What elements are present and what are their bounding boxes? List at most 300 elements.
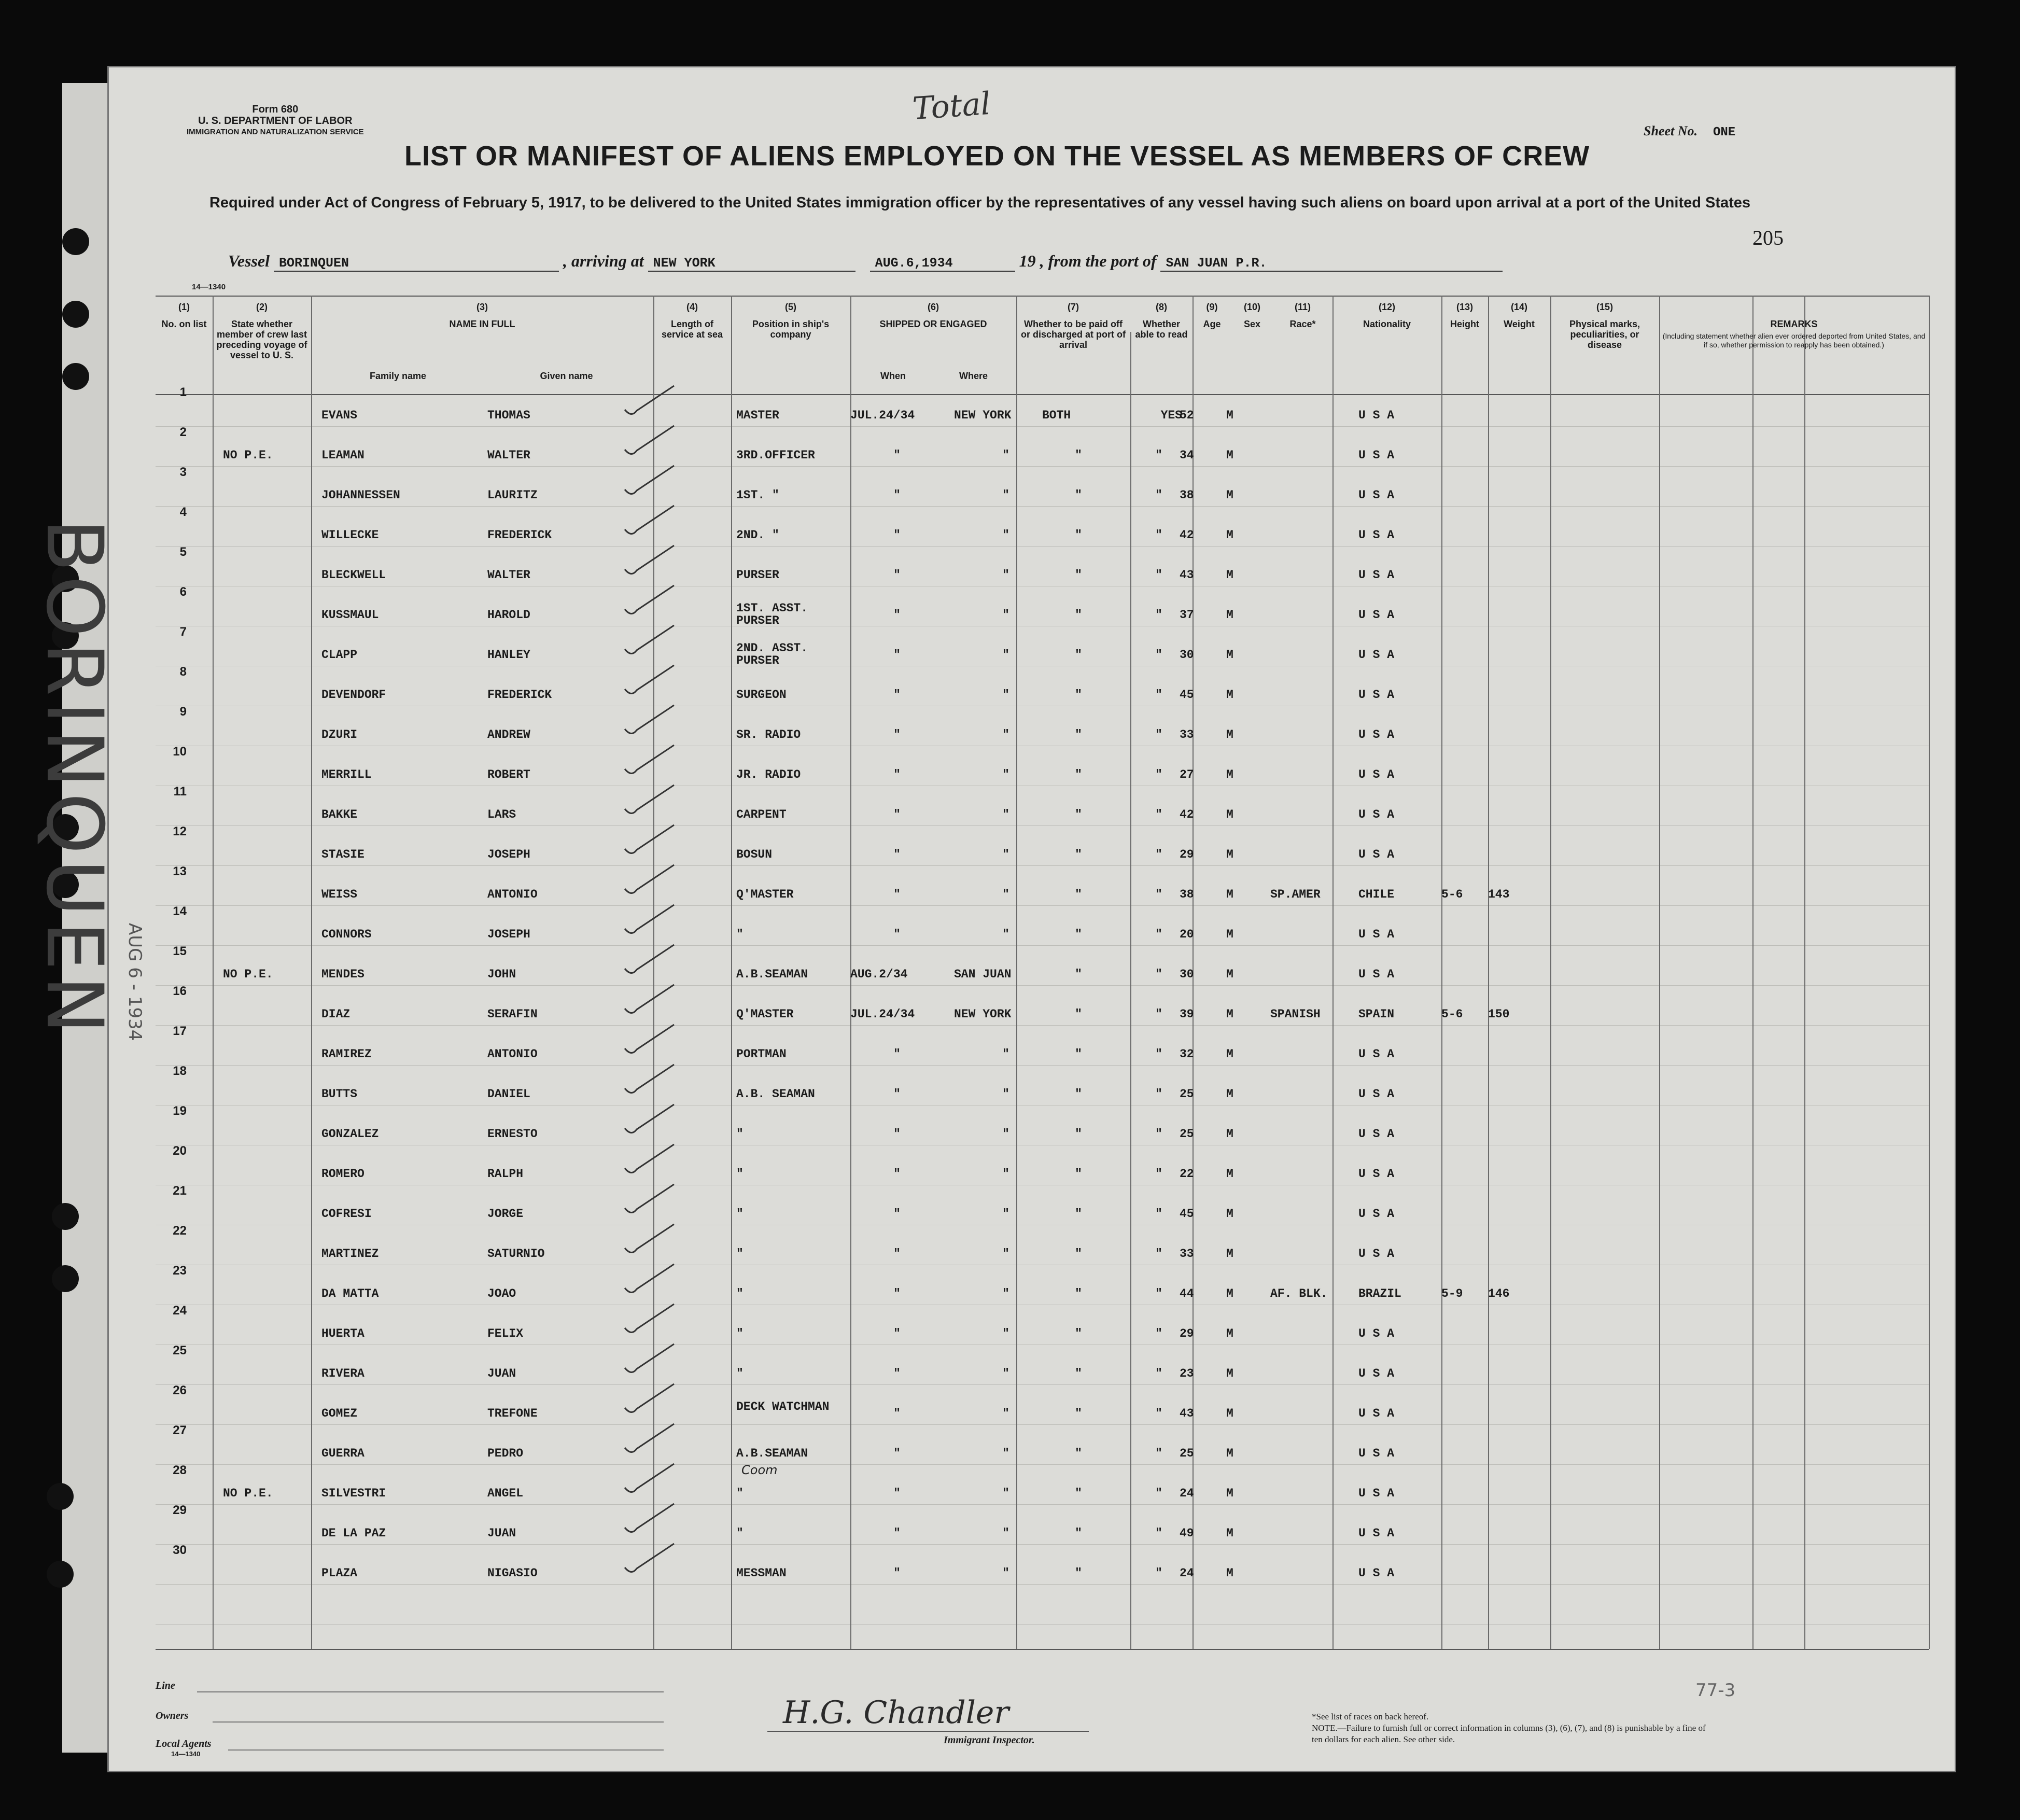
check-mark-icon [622, 743, 679, 779]
cell-paid: " [1075, 568, 1082, 582]
cell-where: " [1002, 1367, 1009, 1380]
cell-read: " [1155, 888, 1162, 901]
cell-given: WALTER [487, 568, 530, 582]
cell-given: LARS [487, 808, 516, 821]
check-mark-icon [622, 1462, 679, 1498]
cell-given: SERAFIN [487, 1007, 538, 1021]
column-number: (4) [686, 302, 698, 312]
cell-position: " [736, 1527, 744, 1540]
check-mark-icon [622, 503, 679, 540]
cell-read: " [1155, 1287, 1162, 1300]
cell-when: " [893, 1127, 901, 1141]
cell-when: " [893, 768, 901, 781]
cell-when: " [893, 1247, 901, 1261]
header-bottom-rule [156, 394, 1929, 395]
cell-given: HAROLD [487, 608, 530, 622]
cell-nationality: U S A [1358, 928, 1395, 941]
cell-when: " [893, 688, 901, 702]
inspector-label: Immigrant Inspector. [944, 1734, 1035, 1746]
cell-no: 25 [173, 1343, 187, 1357]
column-header: Race* [1289, 319, 1316, 329]
cell-where: " [1002, 1566, 1009, 1580]
column-header: SHIPPED OR ENGAGED [879, 319, 987, 329]
line-rule [197, 1691, 664, 1692]
cell-where: NEW YORK [954, 409, 1012, 422]
table-top-rule [156, 296, 1929, 297]
cell-where: " [1002, 1087, 1009, 1101]
cell-when: " [893, 848, 901, 861]
cell-when: " [893, 1287, 901, 1300]
cell-family: ROMERO [321, 1167, 364, 1181]
cell-given: JORGE [487, 1207, 524, 1221]
cell-read: " [1155, 688, 1162, 702]
arrival-date: AUG.6,1934 [870, 256, 1015, 272]
cell-age: 29 [1180, 848, 1194, 861]
column-subheader: Given name [540, 371, 593, 381]
cell-where: " [1002, 488, 1009, 502]
cell-nationality: U S A [1358, 1367, 1395, 1380]
cell-position: Q'MASTER [736, 888, 794, 901]
cell-read: " [1155, 1087, 1162, 1101]
cell-read: " [1155, 449, 1162, 462]
cell-family: DIAZ [321, 1007, 350, 1021]
cell-nationality: CHILE [1358, 888, 1395, 901]
cell-no: 24 [173, 1304, 187, 1318]
cell-sex: M [1226, 1447, 1233, 1460]
cell-no: 12 [173, 824, 187, 838]
cell-read: " [1155, 1247, 1162, 1261]
date-stamp: AUG 6 - 1934 [124, 923, 145, 1041]
cell-age: 39 [1180, 1007, 1194, 1021]
cell-family: DA MATTA [321, 1287, 379, 1300]
cell-nationality: U S A [1358, 1407, 1395, 1420]
local-agents-label: Local Agents [156, 1738, 212, 1749]
cell-sex: M [1226, 1487, 1233, 1500]
column-header: Whether to be paid off or discharged at port of arrival [1020, 319, 1126, 350]
cell-read: " [1155, 808, 1162, 821]
cell-sex: M [1226, 449, 1233, 462]
sheet-value: ONE [1713, 125, 1736, 139]
cell-when: " [893, 1367, 901, 1380]
cell-nationality: U S A [1358, 528, 1395, 542]
owners-rule [213, 1721, 664, 1723]
cell-where: " [1002, 1167, 1009, 1181]
column-header: Position in ship's company [752, 319, 830, 340]
column-number: (9) [1206, 302, 1218, 312]
cell-position: 1ST. " [736, 488, 779, 502]
cell-read: " [1155, 1127, 1162, 1141]
cell-sex: M [1226, 1207, 1233, 1221]
check-mark-icon [622, 1102, 679, 1139]
cell-sex: M [1226, 409, 1233, 422]
cell-where: " [1002, 528, 1009, 542]
cell-position: A.B. SEAMAN [736, 1087, 815, 1101]
cell-position: MASTER [736, 409, 779, 422]
cell-nationality: U S A [1358, 1207, 1395, 1221]
check-mark-icon [622, 1422, 679, 1458]
cell-age: 29 [1180, 1327, 1194, 1340]
handwritten-total: Total [911, 85, 992, 128]
cell-read: " [1155, 1487, 1162, 1500]
cell-where: " [1002, 1047, 1009, 1061]
column-header: Physical marks, peculiarities, or disease [1569, 319, 1640, 350]
cell-family: BUTTS [321, 1087, 358, 1101]
column-header: NAME IN FULL [449, 319, 515, 329]
cell-nationality: U S A [1358, 808, 1395, 821]
cell-family: DZURI [321, 728, 358, 741]
cell-nationality: U S A [1358, 1327, 1395, 1340]
cell-position: BOSUN [736, 848, 773, 861]
check-mark-icon [622, 623, 679, 660]
cell-given: JUAN [487, 1527, 516, 1540]
cell-read: " [1155, 568, 1162, 582]
cell-age: 42 [1180, 528, 1194, 542]
cell-given: TREFONE [487, 1407, 538, 1420]
cell-age: 24 [1180, 1566, 1194, 1580]
cell-no: 23 [173, 1264, 187, 1278]
column-header: Age [1203, 319, 1221, 329]
cell-sex: M [1226, 1087, 1233, 1101]
cell-paid: " [1075, 1167, 1082, 1181]
cell-given: SATURNIO [487, 1247, 545, 1261]
column-number: (15) [1596, 302, 1613, 312]
cell-paid: " [1075, 1527, 1082, 1540]
check-mark-icon [622, 543, 679, 580]
cell-when: " [893, 1047, 901, 1061]
cell-nationality: U S A [1358, 1447, 1395, 1460]
cell-nationality: U S A [1358, 1167, 1395, 1181]
cell-no: 18 [173, 1064, 187, 1078]
cell-read: YES [1160, 409, 1182, 422]
cell-nationality: U S A [1358, 1247, 1395, 1261]
cell-weight: 150 [1488, 1007, 1510, 1021]
column-number: (13) [1456, 302, 1473, 312]
cell-age: 45 [1180, 1207, 1194, 1221]
cell-family: MENDES [321, 968, 364, 981]
cell-age: 44 [1180, 1287, 1194, 1300]
cell-paid: " [1075, 728, 1082, 741]
cell-position: 3RD.OFFICER [736, 449, 815, 462]
cell-sex: M [1226, 1367, 1233, 1380]
cell-family: EVANS [321, 409, 358, 422]
cell-position: SR. RADIO [736, 728, 801, 741]
cell-when: " [893, 488, 901, 502]
cell-given: THOMAS [487, 409, 530, 422]
cell-nationality: U S A [1358, 1487, 1395, 1500]
cell-when: " [893, 1566, 901, 1580]
cell-when: " [893, 1207, 901, 1221]
column-header: Weight [1504, 319, 1535, 329]
cell-sex: M [1226, 928, 1233, 941]
cell-no: 29 [173, 1503, 187, 1517]
cell-family: PLAZA [321, 1566, 358, 1580]
cell-age: 38 [1180, 488, 1194, 502]
cell-position: " [736, 1287, 744, 1300]
cell-paid: " [1075, 648, 1082, 662]
page-title: LIST OR MANIFEST OF ALIENS EMPLOYED ON THE VESSEL AS MEMBERS OF CREW [404, 141, 1590, 172]
cell-paid: " [1075, 1566, 1082, 1580]
cell-when: " [893, 1447, 901, 1460]
cell-given: ANTONIO [487, 1047, 538, 1061]
cell-sex: M [1226, 1127, 1233, 1141]
cell-given: DANIEL [487, 1087, 530, 1101]
cell-no: 14 [173, 904, 187, 918]
cell-when: " [893, 1407, 901, 1420]
cell-where: " [1002, 608, 1009, 622]
check-mark-icon [622, 1182, 679, 1219]
cell-no: 9 [179, 705, 187, 719]
cell-position: PURSER [736, 568, 779, 582]
cell-read: " [1155, 1167, 1162, 1181]
column-number: (10) [1243, 302, 1260, 312]
column-header: State whether member of crew last preceding voyage of vessel to U. S. [216, 319, 307, 360]
cell-no: 6 [179, 585, 187, 599]
cell-sex: M [1226, 848, 1233, 861]
cell-family: CONNORS [321, 928, 372, 941]
column-number: (3) [476, 302, 488, 312]
cell-read: " [1155, 1367, 1162, 1380]
cell-position: SURGEON [736, 688, 787, 702]
cell-where: " [1002, 768, 1009, 781]
agents-rule [228, 1749, 664, 1751]
cell-no: 8 [179, 665, 187, 679]
cell-no: 10 [173, 745, 187, 759]
cell-paid: " [1075, 528, 1082, 542]
check-mark-icon [622, 1222, 679, 1258]
cell-read: " [1155, 488, 1162, 502]
cell-paid: " [1075, 1207, 1082, 1221]
binder-hole [52, 1265, 79, 1292]
cell-read: " [1155, 648, 1162, 662]
cell-position: A.B.SEAMAN [736, 968, 808, 981]
column-subheader: (Including statement whether alien ever ordered deported from United States, and if so, whether permission to reapply has been obtained.) [1662, 332, 1926, 349]
cell-sex: M [1226, 1007, 1233, 1021]
cell-read: " [1155, 1527, 1162, 1540]
cell-age: 38 [1180, 888, 1194, 901]
cell-no: 15 [173, 944, 187, 958]
cell-sex: M [1226, 528, 1233, 542]
cell-given: HANLEY [487, 648, 530, 662]
cell-age: 32 [1180, 1047, 1194, 1061]
column-number: (1) [178, 302, 190, 312]
cell-paid: BOTH [1042, 409, 1071, 422]
cell-weight: 143 [1488, 888, 1510, 901]
column-rule [1929, 296, 1930, 1649]
cell-age: 43 [1180, 1407, 1194, 1420]
check-mark-icon [622, 1302, 679, 1338]
cell-position: " [736, 1367, 744, 1380]
cell-read: " [1155, 928, 1162, 941]
cell-given: WALTER [487, 449, 530, 462]
column-header: Height [1450, 319, 1479, 329]
check-mark-icon [622, 943, 679, 979]
owners-label: Owners [156, 1710, 189, 1721]
cell-age: 45 [1180, 688, 1194, 702]
cell-family: MERRILL [321, 768, 372, 781]
cell-sex: M [1226, 1047, 1233, 1061]
binder-hole [62, 363, 89, 390]
cell-when: JUL.24/34 [850, 1007, 915, 1021]
cell-where: SAN JUAN [954, 968, 1012, 981]
cell-sex: M [1226, 568, 1233, 582]
cell-family: LEAMAN [321, 449, 364, 462]
check-mark-icon [622, 1342, 679, 1378]
cell-nationality: U S A [1358, 1047, 1395, 1061]
cell-height: 5-9 [1441, 1287, 1463, 1300]
cell-where: " [1002, 928, 1009, 941]
binder-hole [47, 1483, 74, 1510]
cell-age: 25 [1180, 1447, 1194, 1460]
binder-hole [62, 301, 89, 328]
cell-sex: M [1226, 1407, 1233, 1420]
column-subheader: When [880, 371, 906, 381]
cell-when: " [893, 1487, 901, 1500]
cell-position: 2ND. " [736, 528, 779, 542]
cell-age: 43 [1180, 568, 1194, 582]
cell-when: " [893, 888, 901, 901]
cell-family: RIVERA [321, 1367, 364, 1380]
cell-age: 30 [1180, 968, 1194, 981]
sheet-label: Sheet No. [1644, 123, 1698, 138]
cell-no: 27 [173, 1423, 187, 1437]
cell-sex: M [1226, 648, 1233, 662]
cell-race: SPANISH [1270, 1007, 1321, 1021]
cell-paid: " [1075, 1127, 1082, 1141]
cell-given: PEDRO [487, 1447, 524, 1460]
cell-sex: M [1226, 808, 1233, 821]
cell-age: 37 [1180, 608, 1194, 622]
cell-when: " [893, 449, 901, 462]
cell-family: RAMIREZ [321, 1047, 372, 1061]
cell-position: CARPENT [736, 808, 787, 821]
column-number: (8) [1156, 302, 1167, 312]
column-number: (7) [1068, 302, 1079, 312]
cell-nationality: U S A [1358, 568, 1395, 582]
cell-age: 49 [1180, 1527, 1194, 1540]
cell-position: " [736, 1327, 744, 1340]
cell-age: 23 [1180, 1367, 1194, 1380]
cell-age: 22 [1180, 1167, 1194, 1181]
agents-code: 14—1340 [171, 1750, 201, 1758]
cell-sex: M [1226, 1566, 1233, 1580]
cell-nationality: U S A [1358, 409, 1395, 422]
check-mark-icon [622, 1262, 679, 1298]
column-header: Whether able to read [1135, 319, 1188, 340]
cell-where: " [1002, 808, 1009, 821]
cell-family: GONZALEZ [321, 1127, 379, 1141]
vessel-line [228, 251, 1732, 272]
binder-hole [47, 1561, 74, 1588]
vessel-label: Vessel [228, 251, 270, 270]
cell-no: 5 [179, 545, 187, 559]
cell-family: STASIE [321, 848, 364, 861]
column-header: No. on list [161, 319, 207, 329]
cell-paid: " [1075, 1487, 1082, 1500]
cell-family: DE LA PAZ [321, 1527, 386, 1540]
cell-read: " [1155, 1407, 1162, 1420]
cell-paid: " [1075, 1247, 1082, 1261]
cell-family: MARTINEZ [321, 1247, 379, 1261]
cell-no: 21 [173, 1184, 187, 1198]
cell-position: MESSMAN [736, 1566, 787, 1580]
cell-position: PORTMAN [736, 1047, 787, 1061]
cell-no: 17 [173, 1024, 187, 1038]
cell-nationality: U S A [1358, 1566, 1395, 1580]
cell-where: " [1002, 1327, 1009, 1340]
cell-given: LAURITZ [487, 488, 538, 502]
cell-paid: " [1075, 1367, 1082, 1380]
cell-sex: M [1226, 1287, 1233, 1300]
cell-when: " [893, 928, 901, 941]
check-mark-icon [622, 703, 679, 739]
cell-position: " [736, 1487, 744, 1500]
cell-nationality: U S A [1358, 449, 1395, 462]
cell-age: 33 [1180, 1247, 1194, 1261]
cell-paid: " [1075, 449, 1082, 462]
cell-age: 25 [1180, 1087, 1194, 1101]
cell-paid: " [1075, 488, 1082, 502]
column-number: (5) [785, 302, 796, 312]
cell-read: " [1155, 1207, 1162, 1221]
cell-given: JOAO [487, 1287, 516, 1300]
penalty-note: NOTE.—Failure to furnish full or correct information in columns (3), (6), (7), and (8) is punishable by a fine of ten dollars for each alien. See other side. [1312, 1723, 1706, 1744]
cell-no: 20 [173, 1144, 187, 1158]
cell-where: " [1002, 888, 1009, 901]
cell-no: 4 [179, 505, 187, 519]
cell-nationality: U S A [1358, 1127, 1395, 1141]
line-label: Line [156, 1680, 175, 1691]
check-mark-icon [622, 583, 679, 620]
arriving-label: , arriving at [563, 251, 644, 270]
cell-family: WILLECKE [321, 528, 379, 542]
cell-read: " [1155, 1047, 1162, 1061]
row-rule [156, 1624, 1929, 1625]
cell-no: 19 [173, 1104, 187, 1118]
cell-read: " [1155, 1447, 1162, 1460]
check-mark-icon [622, 983, 679, 1019]
cell-family: COFRESI [321, 1207, 372, 1221]
check-mark-icon [622, 1062, 679, 1099]
cell-no: 2 [179, 425, 187, 439]
form-service: IMMIGRATION AND NATURALIZATION SERVICE [187, 128, 364, 136]
cell-when: " [893, 808, 901, 821]
cell-when: " [893, 528, 901, 542]
cell-age: 34 [1180, 449, 1194, 462]
cell-given: JUAN [487, 1367, 516, 1380]
cell-family: KUSSMAUL [321, 608, 379, 622]
form-identifier [187, 104, 364, 138]
cell-sex: M [1226, 968, 1233, 981]
cell-family: DEVENDORF [321, 688, 386, 702]
cell-when: " [893, 568, 901, 582]
cell-age: 30 [1180, 648, 1194, 662]
cell-nationality: SPAIN [1358, 1007, 1395, 1021]
cell-race: AF. BLK. [1270, 1287, 1328, 1300]
cell-given: ANTONIO [487, 888, 538, 901]
cell-sex: M [1226, 1527, 1233, 1540]
cell-age: 33 [1180, 728, 1194, 741]
check-mark-icon [622, 663, 679, 699]
column-header: Sex [1243, 319, 1261, 329]
cell-height: 5-6 [1441, 1007, 1463, 1021]
column-number: (11) [1294, 302, 1311, 312]
cell-paid: " [1075, 928, 1082, 941]
cell-no: 3 [179, 465, 187, 479]
cell-when: " [893, 648, 901, 662]
cell-read: " [1155, 968, 1162, 981]
cell-position: " [736, 1207, 744, 1221]
cell-position: JR. RADIO [736, 768, 801, 781]
